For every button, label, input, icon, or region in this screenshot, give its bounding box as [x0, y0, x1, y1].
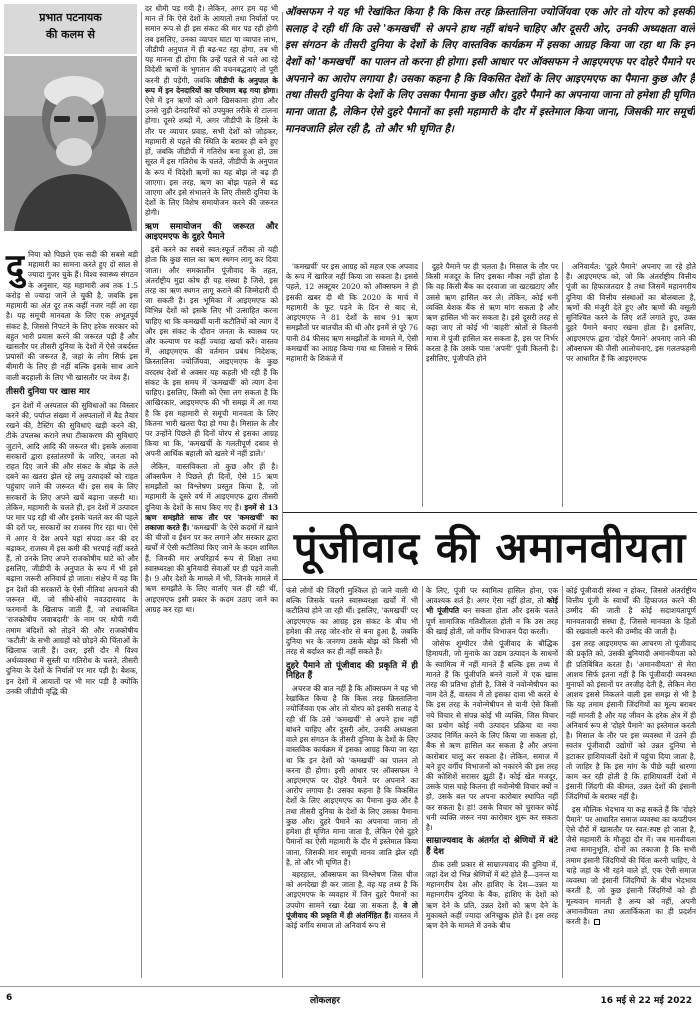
body-paragraph: इन देशों में अस्पताल की सुविधाओं का विस्तार करने की, पर्याप्त संख्या में अस्पतालों में बैड तैयार रखने की, टैस्टिंग की सुविधाएं खड़ी करने की, टीके उपलब्ध कराने तथा टीकाकरण की सुविधाएं जुटाने, आदि आदि की जरूरत थी। इसके अलावा सरकारों द्वारा हस्तांतरणों के जरिए, जनता को राहत दिए जाने की और संकट के बोझ के तले दबने का खतरा झेल रहे लघु उत्पादकों को राहत पहुंचाए जाने की जरूरत थी। इस सब के लिए सरकारों के लिए अपने खर्चे बढ़ाना जरूरी था। लेकिन, महामारी के चलते ही, इन देशों में उत्पादन पर मार पड़ रही थी और इसके चलते कर की पहले की दरों पर, सरकारों का राजस्व गिर रहा था। ऐसे में अगर ये देश अपने यहां संपदा कर की दर बढ़ाकर, राजस्व में इस कमी की भरपाई नहीं करते हैं, तो उनके लिए अपने राजकोषीय घाटे को और इसलिए, जीडीपी के अनुपात के रूप में भी इसे बढ़ाना जरूरी अनिवार्य हो जाता। संक्षेप में यह कि इन देशों की सरकारों के ऐसी नीतियां अपनाने की जरूरत थी, जो सीधे-सीधे नवउदारवाद के फरमानों के खिलाफ जाती हैं, जो तथाकथित 'राजकोषीय जवाबदारी' के नाम पर थोपी गयी तमाम बंदिशों को तोड़ने की और राजकोषीय 'कटौती' के सभी आग्रहों को छोड़ने की चिंताओं के खिलाफ जाती हैं। उधर, इसी दौर में विश्व अर्थव्यवस्था में सुस्ती या गतिरोध के चलते, तीसरी दुनिया के देशों के निर्यातों पर मार पड़ी है। बेशक, इन देशों में आयातों पर भी मार पड़ी है क्योंकि उनकी जीडीपी वृद्धि की: [6, 400, 138, 696]
end-of-article-icon: [594, 919, 600, 925]
column-divider: [562, 262, 563, 507]
column-4-bottom: [426, 586, 558, 976]
paragraph: दुहरे पैमाने पर ही चलता है। मिसाल के तौर पर किसी मजदूर के लिए इसका मौका नहीं होता है कि वह किसी बैंक का दरवाजा जा खटखटाए और उससे ऋण हासिल कर ले। लेकिन, कोई धनी व्यक्ति बेशक बैंक से ऋण मांग सकता है और ऋण हासिल भी कर सकता है। इसे दूसरी तरह से कहा जाए तो कोई भी 'बाहरी' स्रोतों से कितनी मात्रा में पूंजी हासिल कर सकता है, इस पर निर्भर करता है कि उसके पास 'अपनी' पूंजी कितनी है। इसीलिए, पूंजीपति होने: [426, 262, 558, 363]
column-divider: [282, 12, 283, 978]
subheading-debt-adjustment: ऋण समायोजन की जरूरत और आइएमएफ के दुहरे पैमाने: [145, 221, 278, 243]
paragraph: ऐसे में इन ऋणों को आगे खिसकाना होगा और उनसे जुड़ी देनदारियों को उपयुक्त तरीके से टालना होगा। दूसरे शब्दों में, अगर जीडीपी के हिस्से के तौर पर व्यापार प्रवाह, सभी देशों को जोड़कर, महामारी से पहले की स्थिति के बराबर ही बने हुए हों, जबकि जीडीपी में गतिरोध बना हुआ हो, उस सूरत में इस गतिरोध के चलते, जीडीपी के अनुपात के रूप में विदेशी ऋणों का यह बोझ तो बढ़ ही जाएगा। इस तरह, ऋण का बोझ पहले से बढ़ जाएगा और इसे संभालने के लिए तीसरी दुनिया के देशों के लिए विशेष समायोजन करने की जरूरत होगी।: [145, 95, 278, 218]
page-number: 6: [6, 993, 13, 1003]
paragraph: लेकिन, वास्तविकता तो कुछ और ही है। ऑक्सफैम ने पिछले ही दिनों, ऐसे 15 ऋण समझौतों का विश्लेषण प्रस्तुत किया है, जो महामारी के दूसरे वर्ष में आइएमएफ द्वारा तीसरी दुनिया के देशों के साथ किए गए हैं।: [145, 461, 278, 512]
column-divider: [422, 586, 423, 978]
headline-box: [283, 512, 697, 580]
paragraph: इस तरह आइएमएफ का आचरण तो पूंजीवाद की प्रकृति को, उसकी बुनियादी अमानवीयता को ही प्रतिबिंबित करता है। 'अमानवीयता' से मेरा आशय सिर्फ इतना नहीं है कि पूंजीवादी व्यवस्था मुनाफों को इंसानों पर तरजीह देती है, लेकिन मेरा आशय इससे निकलने वाली इस समझ से भी है कि यह तमाम इंसानी जिंदगियों का मूल्य बराबर नहीं मानती है और यह जीवन के हरेक क्षेत्र में ही अनिवार्य रूप से 'दोहरे पैमाने' का इस्तेमाल करती है। मिसाल के तौर पर इस व्यवस्था में उतने ही स्वतंत्र पूंजीवादी उद्योगों को उन्नत दुनिया से हटाकर हाशियावर्ती देशों में पहुंचा दिया जाता है, तो जाहिर है कि इस मांग के पीछे यही धारणा काम कर रही होती है कि हाशियावर्ती देशों में इंसानी जिंदगी की कीमत, उन्नत देशों की इंसानी जिंदगियों के बराबर नहीं है।: [566, 639, 696, 802]
emphasis-text: इनमें से 13 ऋण समझौते साफ तौर पर 'कमखर्ची' का तकाजा करते हैं।: [145, 502, 278, 532]
paragraph: जोसेफ शुम्पीटर जैसे पूंजीवाद के बौद्धिक हिमायती, जो मुनाफे का उद्यम उत्पादन के साधनों के स्वामित्व में नहीं मानते हैं बल्कि इस तथ्य में मानते हैं कि पूंजीपति बनने वालों में एक खास तरह की प्रतिभा होती है, जिसे वे नवोन्मेषीपन का नाम देते हैं, वास्तव में तो इसका दावा भी करते थे कि इस तरह के नवोन्मेषीपन से यानी ऐसे किसी नये विचार से संपन्न कोई भी व्यक्ति, जिस विचार का प्रयोग कोई नयी उत्पादन प्रक्रिया या नया उत्पाद निर्मित करने के लिए किया जा सकता हो, बैंक से ऋण हासिल कर सकता है और अपना कारोबार चालू कर सकता है। लेकिन, समाज में बने हुए वर्गीय विभाजनों को नकारने की इस तरह की कोशिशें सरासर झूठी हैं। कोई खेत मजदूर, उसके पास चाहे कितना ही नवोन्मेषी विचार क्यों न हो, उसके बल पर अपना कारोबार स्थापित नहीं कर सकता है। हां! उसके विचार को चुराकर कोई धनी व्यक्ति जरूर नया कारोबार शुरू कर सकता है।: [426, 639, 558, 833]
subheading-imperialism: साम्राज्यवाद के अंतर्गत दो श्रेणियों में बंटे हैं देश: [426, 836, 558, 857]
emphasis-text: कोई भी पूंजीपति: [426, 596, 558, 616]
author-byline-box: [4, 4, 137, 54]
column-5-bottom: [566, 586, 696, 976]
paragraph: 'कमखर्ची' के ऐसे कदमों में खाने की चीजों व ईंधन पर कर लगाने और सरकार द्वारा खर्चों में ऐसी कटौतियां किए जाने के कदम शामिल हैं, जिनकी मार अपरिहार्य रूप से शिक्षा तथा स्वास्थ्यरक्षा की बुनियादी सेवाओं पर ही पड़ने वाली है। 9 और देशों के मामले में भी, जिनके मामले में ऋण समझौते के लिए वार्ताएं चल ही रही थीं, आइएमएफ इसी प्रकार के कदम उठाए जाने का आग्रह कर रहा था।: [145, 522, 278, 614]
emphasis-text: वे तो पूंजीवाद की प्रकृति में ही अंतर्निहित हैं।: [286, 900, 418, 920]
author-photo: [4, 56, 137, 231]
column-2: [145, 4, 278, 976]
column-divider: [422, 262, 423, 507]
column-divider: [141, 12, 142, 978]
paragraph: इस मौलिक भेदभाव या कह सकते हैं कि 'दोहरे पैमाने' पर आधारित समाज व्यवस्था का कपटीपन ऐसे दौरों में खासतौर पर स्वत:स्पष्ट हो जाता है, जैसे महामारी के मौजूदा दौर में। जब मानवीयता तथा समानुभूति, दोनों का तकाजा है कि सभी तमाम इंसानी जिंदगियों की चिंता करनी चाहिए, वे चाहे जहां के भी रहने वाले हों, एक ऐसी समाज व्यवस्था जो इंसानी जिंदगियों के बीच भेदभाव करती है, जो कुछ इंसानी जिंदगियों को ही मूल्यवान मानती है अन्य को नहीं, अपनी अमानवीयता तथा अतार्किकता का ही प्रदर्शन करती है।: [566, 804, 696, 926]
intro-paragraph: निया को पिछले एक सदी की सबसे बड़ी महामारी का सामना करते हुए दो साल से ज्यादा गुजर चुके हैं। विश्व स्वास्थ्य संगठन के अनुसार, यह महामारी अब तक 1.5 करोड़ से ज्यादा जानें ले चुकी है, जबकि इस महामारी का अंत दूर तक कहीं नजर नहीं आ रहा है। यह समूची मानवता के लिए एक अभूतपूर्व संकट है, जिससे निपटने के लिए हरेक सरकार को बहुत भारी प्रयास करने की जरूरत पड़ी है और खासतौर पर तीसरी दुनिया के देशों में ऐसे जबर्दस्त प्रयासों की जरूरत है, जहां के लोग सिर्फ इस बीमारी के लिए ही नहीं बल्कि इसके साथ आने वाली बदहाली के लिए भी खासतौर पर वेध्य हैं।: [6, 250, 138, 382]
column-divider: [562, 586, 563, 978]
author-name: प्रभात पटनायक: [39, 11, 102, 24]
footer-rule: [0, 986, 700, 987]
author-tagline: की कलम से: [46, 27, 95, 41]
paragraph: बहरहाल, ऑक्सफम का विश्लेषण जिस चीज को अनदेखा ही कर जाता है, वह यह तथ्य है कि आइएमएफ के व्यवहार में जिन दुहरे पैमानों का उपयोग सामने रखा देखा जा सकता है,: [286, 869, 418, 910]
pull-quote: ऑक्सफम ने यह भी रेखांकित किया है कि किस तरह क्रिस्तालिना ज्योर्जियवा एक ओर तो योरप को इसकी सलाह दे रही थीं कि उसे 'कमखर्ची' से अपने हाथ नहीं बांधने चाहिए और दूसरी ओर, उनकी अध्यक्षता वाले इस संगठन के तीसरी दुनिया के देशों के लिए वास्तविक कार्यक्रम में इसका आग्रह किया जा रहा था कि इन देशों को 'कमखर्ची' का पालन तो करना ही होगा। इसी आधार पर ऑक्सफम ने आइएमएफ पर दोहरे पैमाने पर अपनाने का आरोप लगाया है। उसका कहना है कि विकसित देशों के लिए आइएमएफ का पैमाना कुछ और है तथा तीसरी दुनिया के देशों के लिए उसका पैमाना कुछ और। दुहरे पैमाने का अपनाया जाना तो हमेशा ही घृणित माना जाता है, लेकिन ऐसे दुहरे पैमानों का इसी महामारी के दौर में इस्तेमाल किया जाना, जिसकी मार समूची मानवजाति झेल रही है, तो और भी घृणित है।: [285, 6, 695, 135]
column-4-top: [426, 262, 558, 507]
subheading-double-standards: दुहरे पैमाने तो पूंजीवाद की प्रकृति में ही निहित हैं: [286, 660, 418, 682]
subheading-third-world: तीसरी दुनिया पर खास मार: [6, 386, 90, 397]
issue-dates: 16 मई से 22 मई 2022: [600, 996, 692, 1006]
paragraph: बन सकता होता और इसके चलते पूर्ण सामाजिक गतिशीलता होती न कि उस तरह की खाई होती, जो वर्गीय विभाजन पैदा करती।: [426, 606, 558, 636]
paragraph: इसे करने का सबसे स्वत:स्फूर्त तरीका तो यही होता कि कुछ साल का ऋण स्थगन लागू कर दिया जाता। और समकालीन पूंजीवाद के तहत, अंतर्राष्ट्रीय मुद्रा कोष ही यह संस्था है जिसे, इस तरह का ऋण स्थगन लागू कराने की जिम्मेदारी दी जा सकती है। इस भूमिका में आइएमएफ को विभिन्न देशों को इसके लिए भी उत्साहित करना चाहिए था कि कमखर्ची यानी कटौतियों को त्याग दें और इस संकट के दौरान जनता के स्वास्थ्य पर और कल्याण पर कहीं ज्यादा खर्चा करें। वास्तव में, आइएमएफ की वर्तमान प्रबंध निदेशक, क्रिस्तालिना ज्योर्जियवा, आइएमएफ के कुछ वरदस्थ देशों से अक्सर यह कहती भी रही हैं कि संकट के इस समय में 'कमखर्ची' को त्याग देना चाहिए। इसलिए, किसी को ऐसा लग सकता है कि आखिरकार, आइएमएफ की भी समझ में आ गया है कि इस महामारी से समूची मानवता के लिए कितना भारी खतरा पैदा हो गया है। मिसाल के तौर पर उन्होंने पिछले ही दिनों योरप से इसका आग्रह किया था कि, 'कमखर्ची के गलतीपूर्ण दबाव से अपनी आर्थिक बहाली को खतरे में नहीं डालें।': [145, 245, 278, 459]
publication-name: लोकलहर: [310, 996, 340, 1006]
column-1: [6, 247, 138, 697]
column-3-bottom: [286, 586, 418, 976]
drop-cap: दु: [6, 247, 25, 287]
paragraph: 'कमखर्ची' पर इस आग्रह को महज एक अपवाद के रूप में खारिज नहीं किया जा सकता है। इससे पहले, 12 अक्टूबर 2020 को ऑक्सफम ने ही इसकी खबर दी थी कि 2020 के मार्च में महामारी के फूट पड़ने के दिन से बाद से, आइएमएफ ने 81 देशों के साथ 91 ऋण समझौतों पर बातचीत की थी और इनमें से पूरे 76 यानी 84 फीसद ऋण समझौतों के मामले में, ऐसी कमखर्ची का आग्रह किया गया था जिससे न सिर्फ महामारी के शिकंजे में: [286, 262, 418, 363]
paragraph: अनिवार्यत: 'दुहरे पैमाने' अपनाए जा रहे होते हैं। आइएमएफ को, जो कि अंतर्राष्ट्रीय वित्तीय पूंजी का हिफाजतदार है तथा जिसमें महानगरीय दुनिया की वित्तीय संस्थाओं का बोलबाला है, ऋणों की मंजूरी देते हुए और ऋणों की वसूली सुनिश्चित करने के लिए शर्तें लगाते हुए, उक्त दुहरे पैमाने बनाए रखना होता है। इसलिए, आइएमएफ द्वारा 'दोहरे पैमाने' अपनाए जाने की ऑक्सफम की जैसी आलोचनाएं, इस गलतफहमी पर आधारित हैं कि आइएमएफ: [566, 262, 696, 363]
paragraph: ठीक उसी प्रकार से साम्राज्यवाद की दुनिया में, जहां देश दो भिन्न श्रेणियों में बंटे होते हैं—उनन्त या महानगरीय देश और हाशिए के देश—उन्नत या महानगरीय दुनिया के बैंक, हाशिए के देशों को ऋण देने के प्रति, उन्नत देशों को ऋण देने के मुकाबले कहीं ज्यादा अनिच्छुक होते हैं। इस तरह ऋण देने के मामले में उनके बीच: [426, 859, 558, 931]
article-headline: पूंजीवाद की अमानवीयता: [293, 522, 687, 572]
emphasis-text: जीडीपी के अनुपात के रूप में इन देनदारियों का परिमाण बढ़ गया होगा।: [145, 75, 278, 95]
column-3-top: [286, 262, 418, 507]
paragraph: अचरज की बात नहीं है कि ऑक्सफम ने यह भी रेखांकित किया है कि किस तरह क्रिस्तालिना ज्योर्जियवा एक ओर तो योरप को इसकी सलाह दे रही थीं कि उसे 'कमखर्ची' से अपने हाथ नहीं बांधने चाहिए और दूसरी ओर, उनकी अध्यक्षता वाले इस संगठन के तीसरी दुनिया के देशों के लिए वास्तविक कार्यक्रम में इसका आग्रह किया जा रहा था कि इन देशों को 'कमखर्ची' का पालन तो करना ही होगा। इसी आधार पर ऑक्सफम ने आइएमएफ पर दोहरे पैमाने पर अपनाने का आरोप लगाया है। उसका कहना है कि विकसित देशों के लिए आइएमएफ का पैमाना कुछ और है तथा तीसरी दुनिया के देशों के लिए उसका पैमाना कुछ और। दुहरे पैमाने का अपनाया जाना तो हमेशा ही घृणित माना जाता है, लेकिन ऐसे दुहरे पैमानों का ऐसी महामारी के दौर में इस्तेमाल किया जाना, जिसकी मार समूची मानव जाति झेल रही है, तो और भी घृणित है।: [286, 684, 418, 867]
paragraph: फंसे लोगों की जिंदगी मुश्किल हो जाने वाली थी बल्कि जिसके चलते स्वास्थ्यरक्षा खर्चों में भी कटौतियां होने जा रही थीं। इसलिए, 'कमखर्ची' पर आइएमएफ का आग्रह इस संकट के बीच भी हमेशा की तरह जोर-शोर से बना हुआ है, जबकि दुनिया भर के जनगण उसके बोझ को किसी भी तरह से बर्दाश्त कर ही नहीं सकते हैं।: [286, 586, 418, 657]
paragraph: दर धीमी पड़ गयी है। लेकिन, अगर हम यह भी मान लें कि ऐसे देशों के आयातों तथा निर्यातों पर समान रूप से ही इस संकट की मार पड़ रही होगी तब इसलिए, उनका व्यापार घाटा या व्यापार लाभ, जीडीपी अनुपात में ही बढ़-घट रहा होगा, तब भी यह मानना ही होगा कि उन्हें पहले से चले आ रहे विदेशी ऋणों के भुगतान की वचनबद्धताएं तो पूरी करनी ही पड़ेंगी, जबकि: [145, 4, 278, 85]
paragraph: कोई पूंजीवादी संस्था न होकर, जिससे अंतर्राष्ट्रीय वित्तीय पूंजी के स्वार्थों की हिफाजत करने की उम्मीद की जाती है कोई सदाशयतापूर्ण मानवतावादी संस्था है, जिससे मानवता के हितों की रखवाली करने की उम्मीद की जाती है।: [566, 586, 696, 636]
page-footer: [0, 986, 700, 1012]
column-5-top: [566, 262, 696, 507]
paragraph: वास्तव में कोई वर्गीय समाज तो अनिवार्य रूप से: [286, 910, 418, 931]
paragraph: के लिए, पूंजी पर स्वामित्व हासिल होना, एक आवश्यक शर्त है। अगर ऐसा नहीं होता, तो: [426, 586, 558, 606]
